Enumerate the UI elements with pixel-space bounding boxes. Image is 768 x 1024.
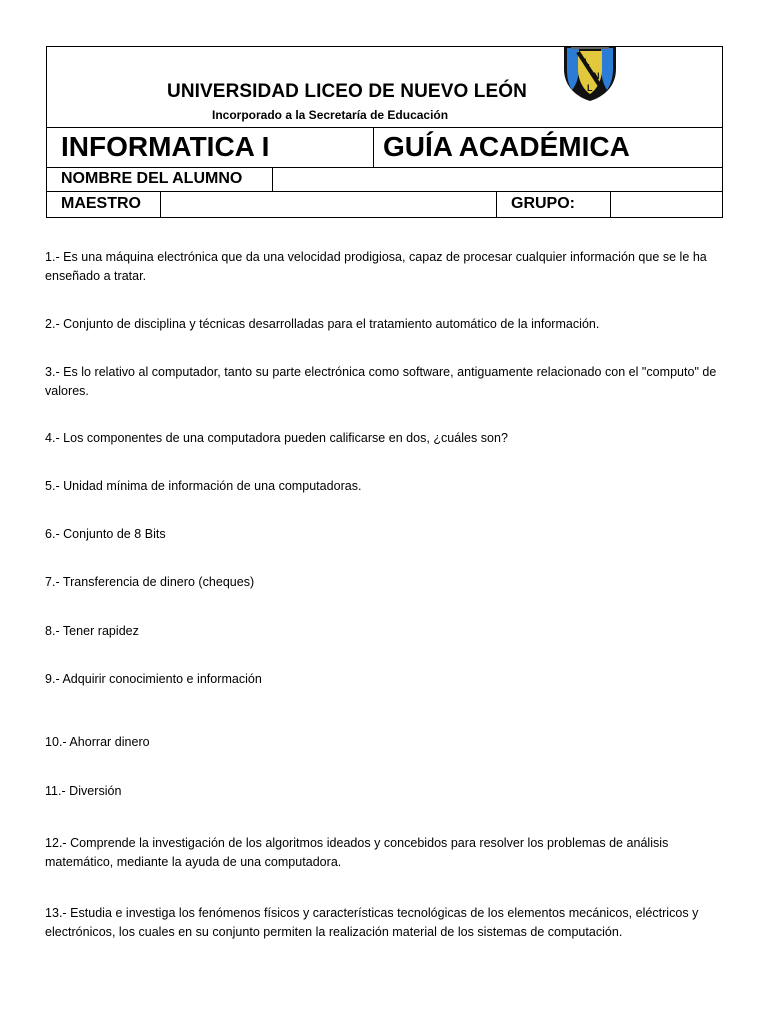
group-field[interactable]: [611, 192, 722, 217]
university-name: UNIVERSIDAD LICEO DE NUEVO LEÓN: [167, 81, 527, 102]
teacher-field[interactable]: [161, 192, 496, 217]
group-label: GRUPO:: [511, 195, 575, 212]
question-2: 2.- Conjunto de disciplina y técnicas desarrolladas para el tratamiento automático de la información.: [45, 317, 600, 331]
logo-letter-2: N: [593, 71, 600, 81]
question-8: 8.- Tener rapidez: [45, 624, 139, 638]
logo-letter-3: L: [587, 83, 593, 93]
question-9: 9.- Adquirir conocimiento e información: [45, 672, 262, 686]
student-name-field[interactable]: [273, 168, 722, 191]
student-name-row: [47, 168, 722, 192]
question-4: 4.- Los componentes de una computadora pueden calificarse en dos, ¿cuáles son?: [45, 431, 508, 445]
subject-divider: [373, 128, 374, 167]
subject-title: INFORMATICA I: [61, 131, 270, 162]
university-subtitle: Incorporado a la Secretaría de Educación: [212, 108, 449, 122]
teacher-row: [47, 192, 722, 217]
question-10: 10.- Ahorrar dinero: [45, 735, 150, 749]
university-logo: [563, 47, 617, 101]
document-header: [46, 46, 723, 218]
question-11: 11.- Diversión: [45, 784, 122, 798]
question-7: 7.- Transferencia de dinero (cheques): [45, 575, 255, 589]
question-6: 6.- Conjunto de 8 Bits: [45, 527, 166, 541]
question-5: 5.- Unidad mínima de información de una computadoras.: [45, 479, 362, 493]
question-13: 13.- Estudia e investiga los fenómenos físicos y características tecnológicas de los elementos mecánicos, eléctricos y electrónicos, los cuales en su conjunto permiten la realización material de los sistemas de computación.: [45, 906, 699, 939]
question-1: 1.- Es una máquina electrónica que da una velocidad prodigiosa, capaz de procesar cualquier información que se le ha enseñado a tratar.: [45, 250, 707, 283]
question-3: 3.- Es lo relativo al computador, tanto su parte electrónica como software, antiguamente relacionado con el "computo" de valores.: [45, 365, 717, 398]
question-12: 12.- Comprende la investigación de los algoritmos ideados y concebidos para resolver los problemas de análisis matemático, mediante la ayuda de una computadora.: [45, 836, 669, 869]
student-name-label: NOMBRE DEL ALUMNO: [61, 170, 243, 187]
title-area: [47, 47, 722, 128]
group-label-divider: [496, 192, 497, 217]
document-type-title: GUÍA ACADÉMICA: [383, 131, 630, 162]
subject-row: [47, 128, 722, 168]
teacher-label: MAESTRO: [61, 195, 141, 212]
logo-letter-1: L: [584, 57, 590, 67]
